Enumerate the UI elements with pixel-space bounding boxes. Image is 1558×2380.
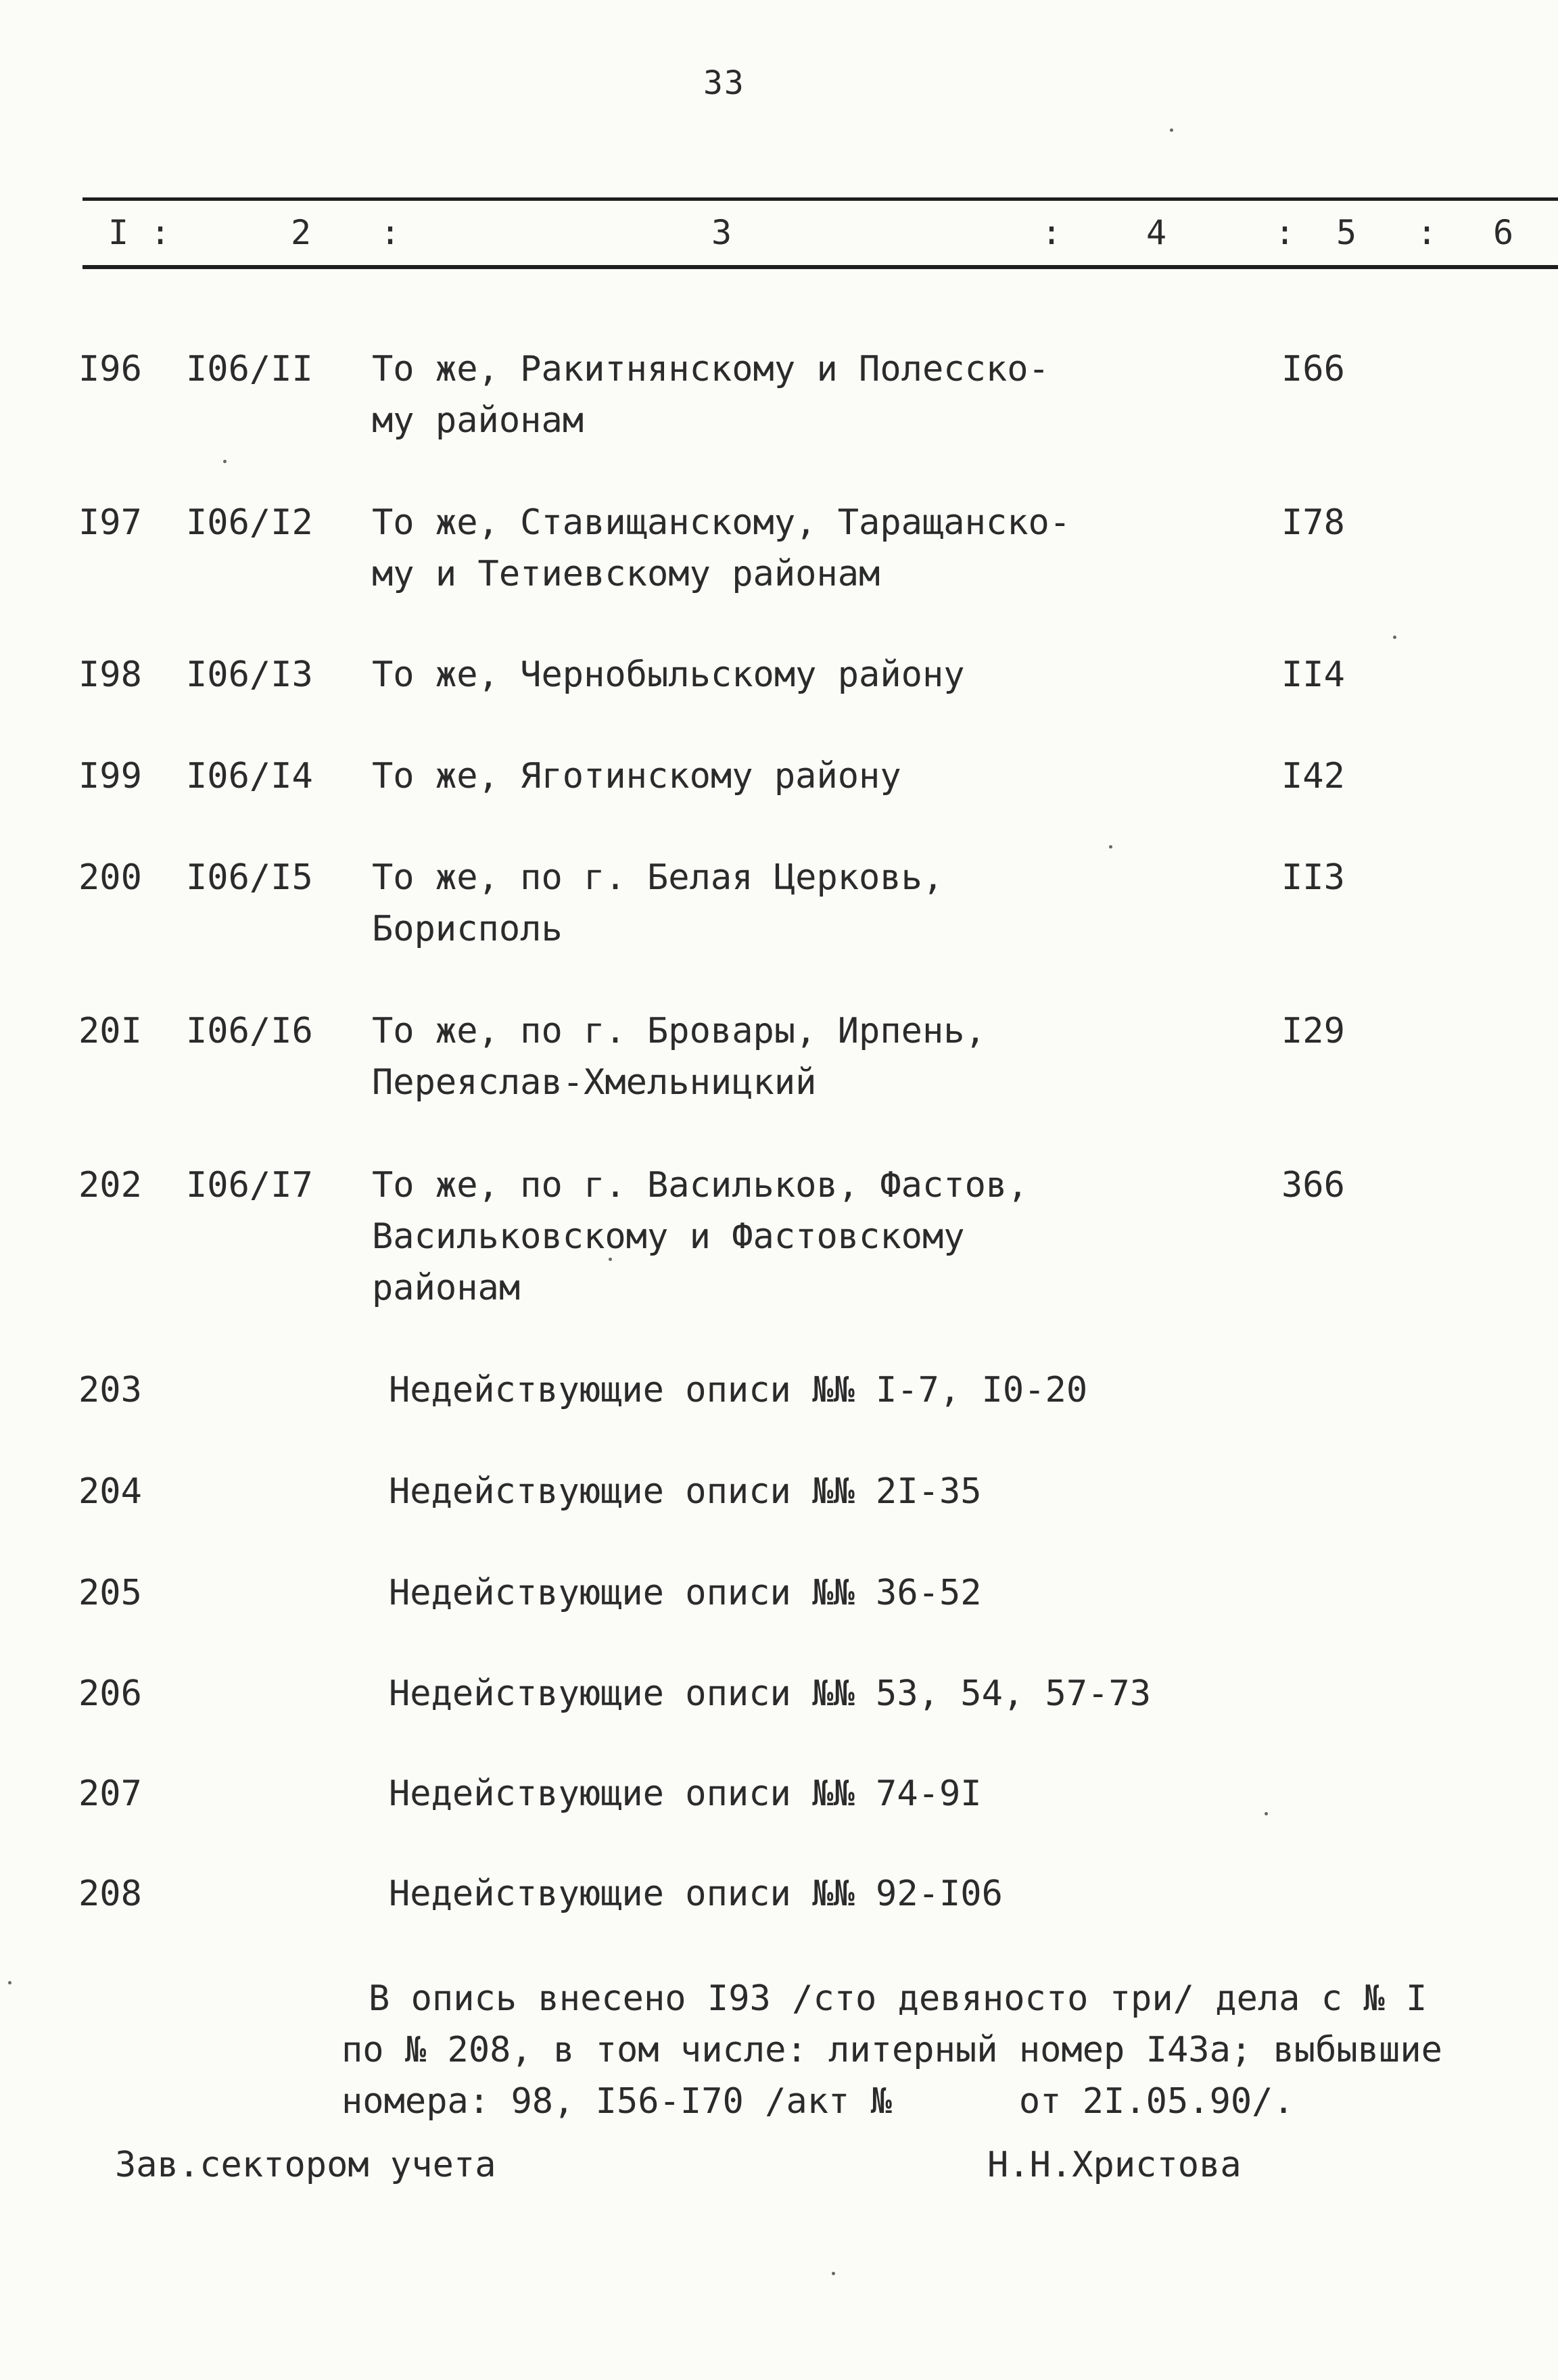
row-count: II4	[1281, 654, 1345, 695]
row-number: I98	[78, 654, 142, 695]
row-title: Недействующие описи №№ 53, 54, 57-73	[389, 1673, 1152, 1714]
scan-speck	[1170, 128, 1173, 132]
row-number: I96	[78, 349, 142, 389]
row-count: II3	[1281, 857, 1345, 898]
header-col1: I	[108, 213, 129, 252]
row-index: I06/I4	[186, 756, 313, 796]
row-title: То же, Ставищанскому, Таращанско- му и Тетиевскому районам	[372, 502, 1071, 594]
table-bottom-rule	[82, 265, 1558, 269]
row-title: То же, Яготинскому району	[372, 756, 901, 796]
summary-line-3: номера: 98, I56-I70 /акт № от 2I.05.90/.	[341, 2081, 1294, 2122]
row-number: 206	[78, 1673, 142, 1714]
scan-speck	[1393, 636, 1396, 639]
row-count: I42	[1281, 756, 1345, 796]
row-number: 202	[78, 1165, 142, 1206]
row-index: I06/I3	[186, 654, 313, 695]
row-index: I06/I7	[186, 1165, 313, 1206]
scan-speck	[1265, 1812, 1268, 1815]
scan-speck	[223, 460, 227, 463]
row-title: То же, по г. Васильков, Фастов, Васильковскому и Фастовскому районам	[372, 1165, 1029, 1308]
row-number: 20I	[78, 1011, 142, 1051]
row-count: 366	[1281, 1165, 1345, 1206]
row-title: Недействующие описи №№ 92-I06	[389, 1874, 1003, 1914]
row-number: 200	[78, 857, 142, 898]
row-count: I78	[1281, 502, 1345, 543]
row-number: 205	[78, 1573, 142, 1613]
header-sep2: :	[380, 213, 401, 252]
row-number: 204	[78, 1471, 142, 1512]
row-number: 203	[78, 1370, 142, 1410]
row-number: I99	[78, 756, 142, 796]
row-count: I29	[1281, 1011, 1345, 1051]
row-number: 208	[78, 1874, 142, 1914]
scan-speck	[832, 2272, 835, 2275]
table-top-rule	[82, 197, 1558, 201]
header-col2: 2	[291, 213, 312, 252]
row-index: I06/I2	[186, 502, 313, 543]
header-col4: 4	[1146, 213, 1167, 252]
row-number: 207	[78, 1774, 142, 1814]
row-title: Недействующие описи №№ 36-52	[389, 1573, 982, 1613]
scan-speck	[1109, 845, 1112, 849]
row-index: I06/I6	[186, 1011, 313, 1051]
row-title: То же, Чернобыльскому району	[372, 654, 965, 695]
row-title: Недействующие описи №№ 74-9I	[389, 1774, 982, 1814]
header-sep5: :	[1417, 213, 1438, 252]
header-sep4: :	[1275, 213, 1296, 252]
row-title: То же, Ракитнянскому и Полесско- му районам	[372, 349, 1049, 441]
summary-note	[341, 1973, 1491, 2127]
scan-speck	[609, 1258, 612, 1261]
row-index: I06/II	[186, 349, 313, 389]
header-sep1: :	[150, 213, 171, 252]
signature-name: Н.Н.Христова	[987, 2145, 1242, 2185]
row-count: I66	[1281, 349, 1345, 389]
row-index: I06/I5	[186, 857, 313, 898]
header-col3: 3	[711, 213, 732, 252]
summary-line-1: В опись внесено I93 /сто девяносто три/ дела с № I	[369, 1978, 1427, 2019]
header-sep3: :	[1041, 213, 1062, 252]
scan-speck	[8, 1981, 11, 1984]
signature-position: Зав.сектором учета	[115, 2145, 496, 2185]
row-title: То же, по г. Бровары, Ирпень, Переяслав-Хмельницкий	[372, 1011, 986, 1103]
row-title: Недействующие описи №№ 2I-35	[389, 1471, 982, 1512]
row-title: Недействующие описи №№ I-7, I0-20	[389, 1370, 1088, 1410]
header-col6: 6	[1493, 213, 1514, 252]
summary-line-2: по № 208, в том числе: литерный номер I43а; выбывшие	[341, 2030, 1442, 2070]
page-number: 33	[703, 64, 745, 102]
row-title: То же, по г. Белая Церковь, Борисполь	[372, 857, 944, 949]
header-col5: 5	[1336, 213, 1357, 252]
row-number: I97	[78, 502, 142, 543]
